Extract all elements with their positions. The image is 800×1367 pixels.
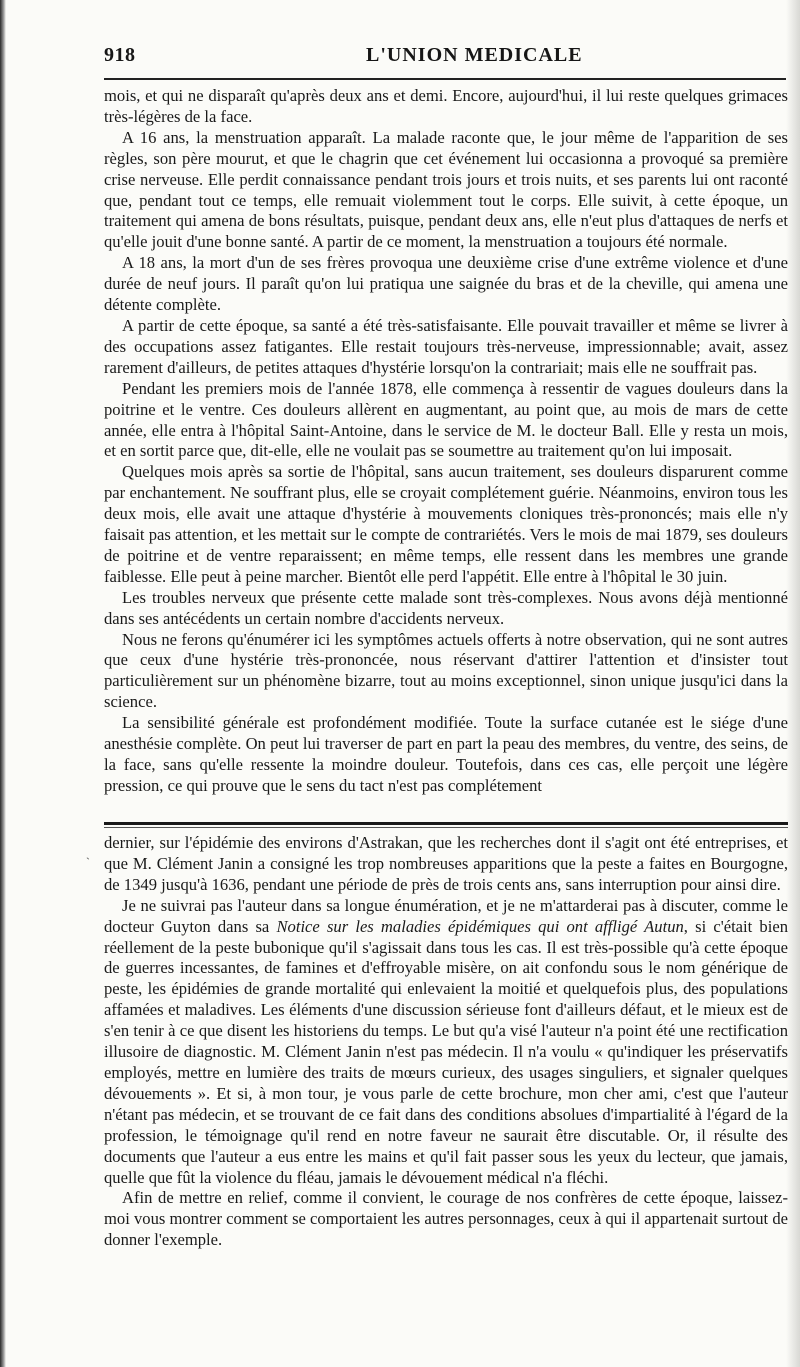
section-separator-rule [104, 822, 788, 825]
paragraph: mois, et qui ne disparaît qu'après deux ans et demi. Encore, aujourd'hui, il lui reste quelques grimaces très-légères de la face. [104, 86, 788, 126]
page-number: 918 [104, 44, 136, 66]
paragraph: La sensibilité générale est profondément modifiée. Toute la surface cutanée est le siége d'une anesthésie complète. On peut lui traverser de part en part la peau des membres, du ventre, des seins, de la face, sans qu'elle ressente la moindre douleur. Toutefois, dans ces cas, elle perçoit une légère pression, ce qui prouve que le sens du tact n'est pas complétement [104, 713, 788, 795]
book-spine-shadow [0, 0, 6, 1367]
paragraph: dernier, sur l'épidémie des environs d'Astrakan, que les recherches dont il s'agit ont été entreprises, et que M. Clément Janin a consigné les trop nombreuses apparitions que la peste a faites en Bourgogne, de 1349 jusqu'à 1636, pendant une période de près de trois cents ans, sans interruption pour ainsi dire. [104, 833, 788, 894]
paragraph: A partir de cette époque, sa santé a été très-satisfaisante. Elle pouvait travailler et même se livrer à des occupations assez fatigantes. Elle restait toujours très-nerveuse, impressionnable; avait, assez rarement d'ailleurs, de petites attaques d'hystérie lorsqu'on la contrariait; mais elle ne souffrait pas. [104, 315, 788, 377]
paragraph-text: , si c'était bien réellement de la peste bubonique qu'il s'agissait dans tous les cas. Il est très-possible qu'à cette époque de guerres incessantes, de famines et d'effroyable misère, on ait confondu sous le nom générique de peste, les épidémies de grande mortalité qui enlevaient la moitié et quelquefois plus, des populations affamées et maladives. Les éléments d'une discussion sérieuse font d'ailleurs défaut, et le mieux est de s'en tenir à ce que disent les historiens du temps. Le but qu'a visé l'auteur n'a point été une rectification illusoire de diagnostic. M. Clément Janin n'est pas médecin. Il n'a voulu « qu'indiquer les préservatifs employés, mettre en lumière des traits de mœurs curieux, des usages singuliers, et signaler quelques dévouements ». Et si, à mon tour, je vous parle de cette brochure, mon cher ami, c'est que l'auteur n'étant pas médecin, et se trouvant de ce fait dans des conditions absolues d'impartialité à l'égard de la profession, le témoignage qu'il rend en notre faveur ne saurait être discutable. Or, il résulte des documents que l'auteur a eus entre les mains et qu'il fait passer sous les yeux du lecteur, que jamais, quelle que fût la violence du fléau, jamais le dévouement médical n'a fléchi. [104, 916, 789, 1187]
paragraph-text: Je ne suivrai pas l'auteur dans sa longue énumération, et je ne m'attarderai pas à discuter, comme le docteur Guyton dans sa [104, 895, 788, 936]
journal-title: L'UNION MEDICALE [366, 44, 583, 66]
article-section-bottom [104, 833, 788, 1251]
book-title-italic: Notice sur les maladies épidémiques qui ont affligé Autun [276, 916, 684, 936]
paragraph: Les troubles nerveux que présente cette malade sont très-complexes. Nous avons déjà mentionné dans ses antécédents un certain nombre d'accidents nerveux. [104, 587, 788, 628]
paragraph: A 16 ans, la menstruation apparaît. La malade raconte que, le jour même de l'apparition de ses règles, son père mourut, et que le chagrin que cet événement lui occasionna a provoqué sa première crise nerveuse. Elle perdit connaissance pendant trois jours et trois nuits, et ses parents lui ont raconté que, pendant tout ce temps, elle remuait violemment tout le corps. Elle suivit, à cette époque, un traitement qui amena de bons résultats, puisque, pendant deux ans, elle n'eut plus d'attaques de nerfs et qu'elle jouit d'une bonne santé. A partir de ce moment, la menstruation a toujours été normale. [104, 127, 788, 252]
paragraph: Pendant les premiers mois de l'année 1878, elle commença à ressentir de vagues douleurs dans la poitrine et le ventre. Ces douleurs allèrent en augmentant, au point que, au mois de mars de cette année, elle entra à l'hôpital Saint-Antoine, dans le service de M. le docteur Ball. Elle y resta un mois, et en sortit parce que, dit-elle, elle ne voulait pas se soumettre au traitement qu'on lui imposait. [104, 378, 788, 461]
paragraph: Afin de mettre en relief, comme il convient, le courage de nos confrères de cette époque, laissez-moi vous montrer comment se comportaient les autres personnages, ceux à qui il appartenait surtout de donner l'exemple. [104, 1188, 788, 1250]
header-rule [104, 78, 786, 80]
margin-mark: ˎ [86, 846, 90, 860]
paragraph: Nous ne ferons qu'énumérer ici les symptômes actuels offerts à notre observation, qui ne sont autres que ceux d'une hystérie très-prononcée, nous réservant d'attirer l'attention et d'insister tout particulièrement sur un phénomène bizarre, tout au moins exceptionnel, sinon unique jusqu'ici dans la science. [104, 629, 788, 712]
paragraph: Quelques mois après sa sortie de l'hôpital, sans aucun traitement, ses douleurs disparurent comme par enchantement. Ne souffrant plus, elle se croyait complétement guérie. Néanmoins, environ tous les deux mois, elle avait une attaque d'hystérie à mouvements cloniques très-prononcés; mais elle n'y faisait pas attention, et les mettait sur le compte de contrariétés. Vers le mois de mai 1879, ses douleurs de poitrine et de ventre reparaissent; en même temps, elle ressent dans les membres une grande faiblesse. Elle peut à peine marcher. Bientôt elle perd l'appétit. Elle entre à l'hôpital le 30 juin. [104, 462, 788, 586]
article-section-top [104, 86, 788, 797]
running-header [104, 44, 788, 74]
paragraph: A 18 ans, la mort d'un de ses frères provoqua une deuxième crise d'une extrême violence et d'une durée de neuf jours. Il paraît qu'on lui pratiqua une saignée du bras et de la cheville, qui amena une détente complète. [104, 253, 788, 315]
page-edge-shadow [786, 0, 800, 1367]
paragraph [104, 896, 788, 1189]
section-separator-thin-rule [104, 827, 788, 828]
